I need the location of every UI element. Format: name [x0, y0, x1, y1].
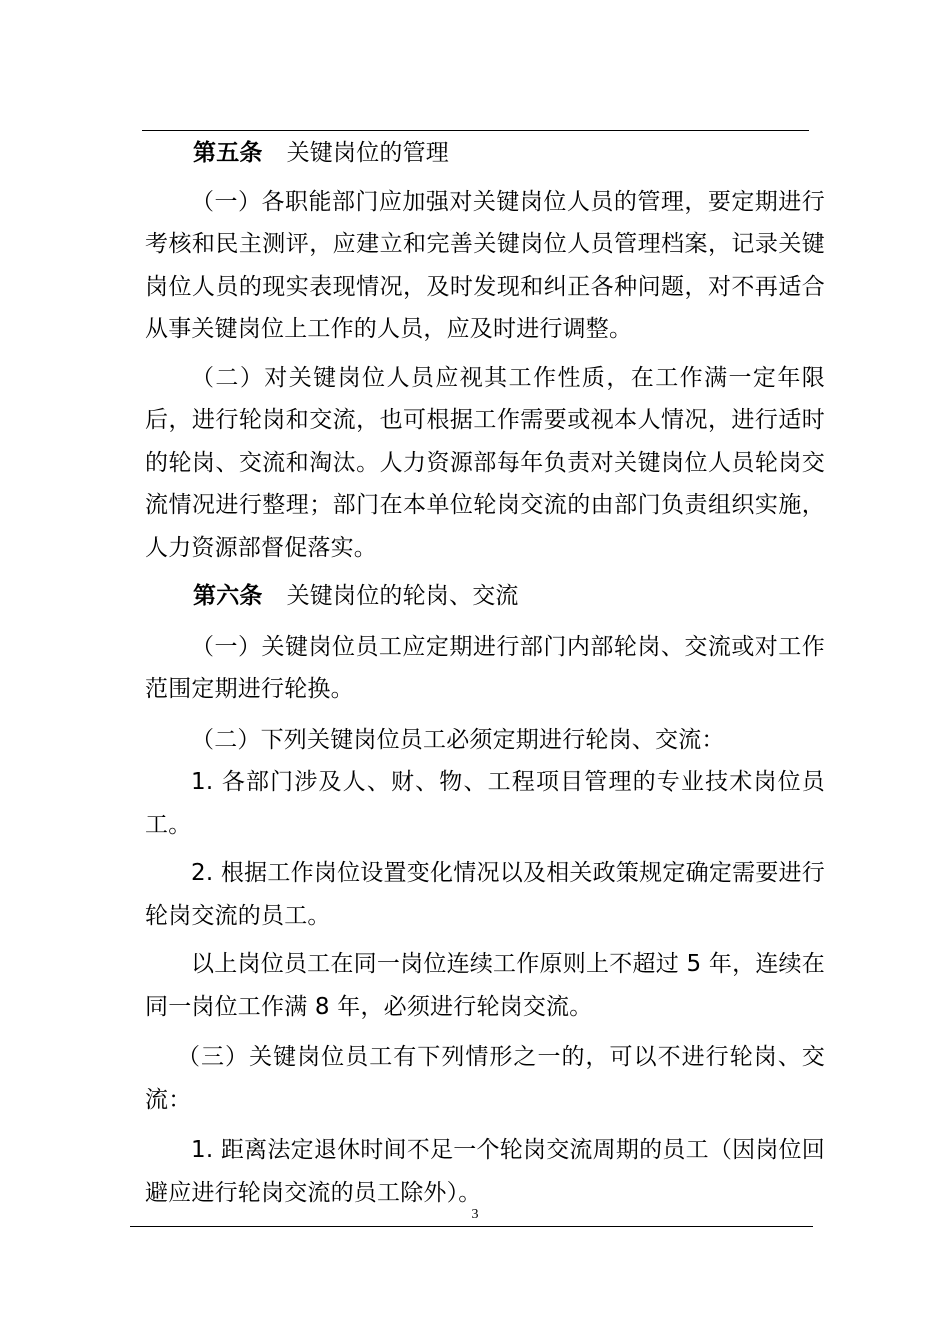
article-5-label: 第五条 [193, 140, 263, 166]
article-6-item-2-note: 以上岗位员工在同一岗位连续工作原则上不超过 5 年，连续在同一岗位工作满 8 年，必须进行轮岗交流。 [145, 951, 825, 1020]
article-6-item-2-sub-2: 2. 根据工作岗位设置变化情况以及相关政策规定确定需要进行轮岗交流的员工。 [145, 860, 825, 929]
article-6-title: 关键岗位的轮岗、交流 [286, 583, 519, 609]
footer-rule [130, 1226, 813, 1227]
article-5-heading [145, 132, 825, 175]
document-body [145, 132, 825, 1214]
article-6-item-3-sub-1: 1. 距离法定退休时间不足一个轮岗交流周期的员工（因岗位回避应进行轮岗交流的员工除外）。 [145, 1137, 825, 1206]
article-5-title: 关键岗位的管理 [286, 140, 450, 166]
article-6-heading [145, 575, 825, 618]
header-rule [142, 130, 809, 131]
article-5-item-1: （一）各职能部门应加强对关键岗位人员的管理，要定期进行考核和民主测评，应建立和完善关键岗位人员管理档案，记录关键岗位人员的现实表现情况，及时发现和纠正各种问题，对不再适合从事关键岗位上工作的人员，应及时进行调整。 [145, 188, 825, 342]
page-number: 3 [471, 1207, 479, 1222]
article-6-item-1: （一）关键岗位员工应定期进行部门内部轮岗、交流或对工作范围定期进行轮换。 [145, 633, 825, 702]
article-6-item-3: （三）关键岗位员工有下列情形之一的，可以不进行轮岗、交流： [145, 1044, 825, 1113]
article-6-label: 第六条 [193, 583, 263, 609]
article-5-item-2: （二）对关键岗位人员应视其工作性质，在工作满一定年限后，进行轮岗和交流，也可根据工作需要或视本人情况，进行适时的轮岗、交流和淘汰。人力资源部每年负责对关键岗位人员轮岗交流情况进行整理；部门在本单位轮岗交流的由部门负责组织实施，人力资源部督促落实。 [145, 364, 825, 561]
article-6-item-2: （二）下列关键岗位员工必须定期进行轮岗、交流： [191, 726, 725, 753]
article-6-item-2-sub-1: 1. 各部门涉及人、财、物、工程项目管理的专业技术岗位员工。 [145, 769, 825, 838]
